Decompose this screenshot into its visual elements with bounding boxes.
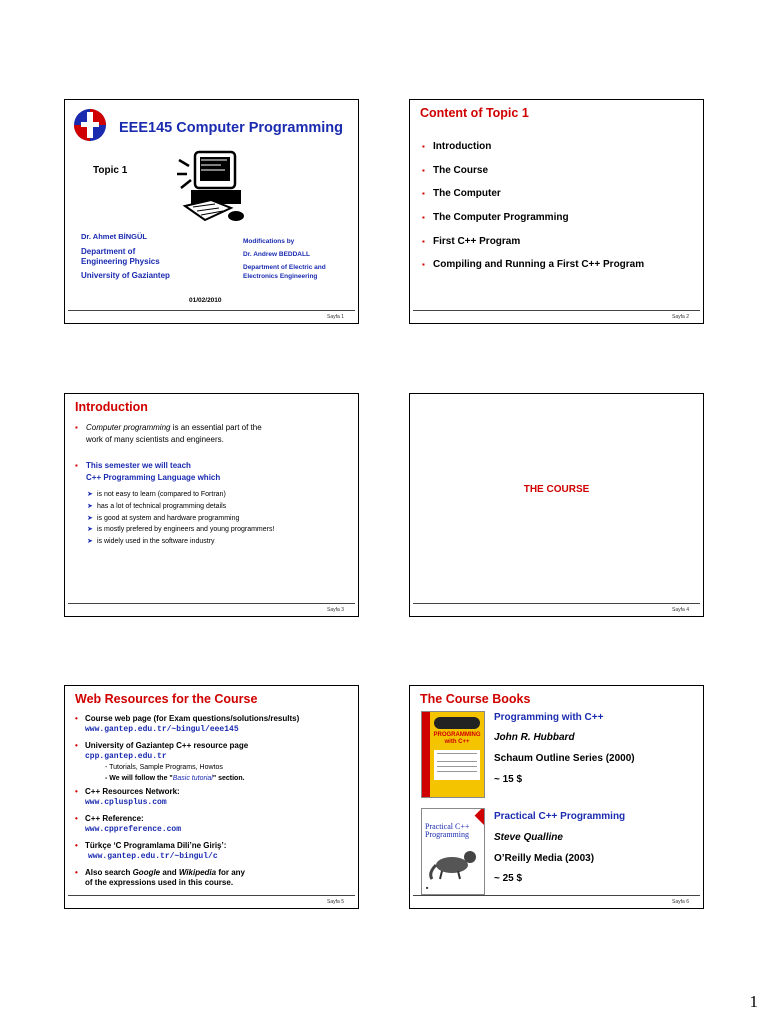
- content-list: [422, 141, 644, 283]
- list-item: [422, 212, 644, 236]
- list-item-label: Compiling and Running a First C++ Program: [433, 259, 645, 271]
- modifications-dept1: Department of Electric and: [243, 264, 326, 271]
- modifications-author: Dr. Andrew BEDDALL: [243, 251, 310, 258]
- list-item: [87, 525, 274, 537]
- modifications-label: Modifications by: [243, 238, 295, 245]
- resource-label: and: [160, 868, 179, 877]
- book-2-author: Steve Qualline: [494, 832, 563, 843]
- paragraph-text: C++ Programming Language which: [86, 472, 221, 482]
- bullet-icon: ▪: [75, 423, 78, 432]
- author-name: Dr. Ahmet BİNGÜL: [81, 232, 147, 241]
- bullet-icon: ▪: [422, 165, 425, 175]
- footer-divider: [68, 895, 355, 896]
- slide-1: [64, 99, 359, 324]
- resource-link[interactable]: www.cppreference.com: [85, 825, 182, 834]
- list-item: [87, 490, 274, 502]
- book-1-author: John R. Hubbard: [494, 732, 575, 743]
- arrow-icon: ➤: [87, 491, 93, 498]
- resource-label: Türkçe ‘C Programlama Dili’ne Giriş’:: [85, 841, 227, 850]
- resource-note-emphasis: Basic tutorial: [172, 775, 213, 782]
- footer-divider: [413, 603, 700, 604]
- list-item-label: is not easy to learn (compared to Fortran): [97, 491, 226, 498]
- resource-note: - We will follow the ": [105, 775, 173, 782]
- resource-link[interactable]: cpp.gantep.edu.tr: [85, 752, 167, 761]
- bullet-icon: •: [75, 841, 78, 850]
- resource-cpp-page: [75, 741, 248, 784]
- slide-5: [64, 685, 359, 909]
- bullet-icon: ▪: [422, 142, 425, 151]
- department-line2: Engineering Physics: [81, 257, 160, 266]
- list-item-label: is widely used in the software industry: [97, 538, 215, 546]
- resource-label: for any: [216, 868, 245, 877]
- slide-2: [409, 99, 704, 324]
- slide-footer: Sayfa 2: [672, 314, 689, 320]
- book-cover-qualline: [421, 808, 485, 895]
- cover-title: Practical C++ Programming: [425, 822, 470, 839]
- bullet-icon: •: [75, 714, 78, 723]
- page-number: 1: [749, 992, 758, 1011]
- slide-6-title: The Course Books: [420, 692, 531, 706]
- slide-3: [64, 393, 359, 617]
- resource-label: Also search: [85, 868, 133, 877]
- section-heading: THE COURSE: [523, 484, 590, 495]
- bullet-icon: ▪: [422, 189, 425, 199]
- footer-divider: [413, 895, 700, 896]
- bullet-icon: •: [75, 868, 78, 877]
- resource-link[interactable]: www.gantep.edu.tr/~bingul/eee145: [85, 725, 239, 734]
- resource-link[interactable]: www.gantep.edu.tr/~bingul/c: [88, 852, 218, 861]
- list-item: [422, 141, 644, 165]
- paragraph-text: is an essential part of the: [170, 423, 262, 432]
- arrow-icon: ➤: [87, 538, 93, 546]
- resource-label: of the expressions used in this course.: [85, 878, 234, 887]
- resource-label: C++ Reference:: [85, 814, 144, 823]
- resource-link[interactable]: www.cplusplus.com: [85, 798, 167, 807]
- feature-list: [87, 490, 274, 549]
- list-item: [87, 502, 274, 514]
- emphasis-text: Computer programming: [86, 423, 171, 432]
- footer-divider: [68, 310, 355, 311]
- department-line1: Department of: [81, 247, 136, 256]
- bullet-icon: •: [75, 814, 78, 823]
- arrow-icon: ➤: [87, 514, 93, 522]
- computer-clipart-icon: [171, 146, 251, 224]
- mongoose-illustration-icon: [428, 843, 480, 883]
- publisher-mark: ■: [426, 885, 429, 890]
- list-item: [87, 514, 274, 526]
- book-2-publisher: O’Reilly Media (2003): [494, 853, 595, 864]
- bullet-icon: •: [75, 741, 78, 750]
- slide-footer: Sayfa 4: [672, 607, 689, 613]
- resource-search-tip: [75, 868, 245, 888]
- list-item-label: Introduction: [433, 141, 492, 152]
- arrow-icon: ➤: [87, 502, 93, 510]
- bullet-icon: •: [75, 787, 78, 796]
- book-2-price: ~ 25 $: [494, 873, 523, 884]
- resource-turkish-c: [75, 841, 226, 862]
- slide-6: [409, 685, 704, 909]
- arrow-icon: ➤: [87, 526, 93, 534]
- resource-label: C++ Resources Network:: [85, 787, 180, 796]
- cover-title: PROGRAMMING with C++: [433, 732, 481, 745]
- bullet-icon: ▪: [75, 461, 78, 470]
- list-item: [87, 537, 274, 549]
- list-item-label: The Computer Programming: [433, 212, 569, 224]
- slide-date: 01/02/2010: [189, 297, 222, 304]
- list-item-label: is good at system and hardware programming: [97, 514, 240, 522]
- slide-footer: Sayfa 3: [327, 607, 344, 613]
- resource-label: University of Gaziantep C++ resource page: [85, 741, 249, 750]
- bullet-icon: ▪: [422, 213, 425, 223]
- list-item: [422, 259, 644, 283]
- footer-divider: [68, 603, 355, 604]
- book-1-price: ~ 15 $: [494, 774, 523, 785]
- list-item-label: The Computer: [433, 188, 501, 200]
- university-logo: [73, 108, 107, 142]
- resource-label-emphasis: Google: [132, 868, 161, 877]
- cover-badge: [434, 717, 480, 729]
- bullet-icon: ▪: [422, 260, 425, 270]
- resource-course-page: [75, 714, 299, 735]
- cover-corner: [475, 808, 485, 827]
- list-item-label: First C++ Program: [433, 235, 521, 247]
- book-1-publisher: Schaum Outline Series (2000): [494, 753, 635, 764]
- book-2-title: Practical C++ Programming: [494, 811, 626, 822]
- list-item-label: The Course: [433, 164, 489, 176]
- intro-paragraph-2: [75, 460, 220, 483]
- slide-footer: Sayfa 1: [327, 314, 344, 320]
- cover-stripe: [422, 712, 430, 797]
- footer-divider: [413, 310, 700, 311]
- intro-paragraph-1: [75, 422, 262, 446]
- resource-label: Course web page (for Exam questions/solutions/results): [85, 714, 300, 723]
- list-item-label: is mostly prefered by engineers and young programmers!: [97, 526, 275, 534]
- cover-panel: [434, 750, 480, 780]
- list-item: [422, 188, 644, 212]
- slide-4: [409, 393, 704, 617]
- slide-3-title: Introduction: [75, 400, 148, 414]
- slide-1-title: EEE145 Computer Programming: [119, 120, 343, 136]
- resource-cppreference: [75, 814, 181, 835]
- bullet-icon: ▪: [422, 236, 425, 246]
- slide-2-title: Content of Topic 1: [420, 106, 529, 120]
- resource-label-emphasis: Wikipedia: [178, 868, 217, 877]
- book-cover-hubbard: [421, 711, 485, 798]
- resource-cplusplus: [75, 787, 180, 808]
- slide-footer: Sayfa 5: [327, 899, 344, 905]
- list-item: [422, 236, 644, 260]
- list-item: [422, 165, 644, 189]
- modifications-dept2: Electronics Engineering: [243, 273, 318, 280]
- resource-note: - Tutorials, Sample Programs, Howtos: [105, 764, 223, 771]
- book-1-title: Programming with C++: [494, 712, 604, 723]
- slide-footer: Sayfa 6: [672, 899, 689, 905]
- slide-5-title: Web Resources for the Course: [75, 692, 258, 706]
- topic-label: Topic 1: [93, 165, 128, 176]
- list-item-label: has a lot of technical programming details: [97, 502, 227, 510]
- resource-note: " section.: [212, 775, 245, 782]
- paragraph-text: work of many scientists and engineers.: [86, 435, 224, 444]
- paragraph-text: This semester we will teach: [86, 461, 191, 470]
- university-name: University of Gaziantep: [81, 271, 170, 280]
